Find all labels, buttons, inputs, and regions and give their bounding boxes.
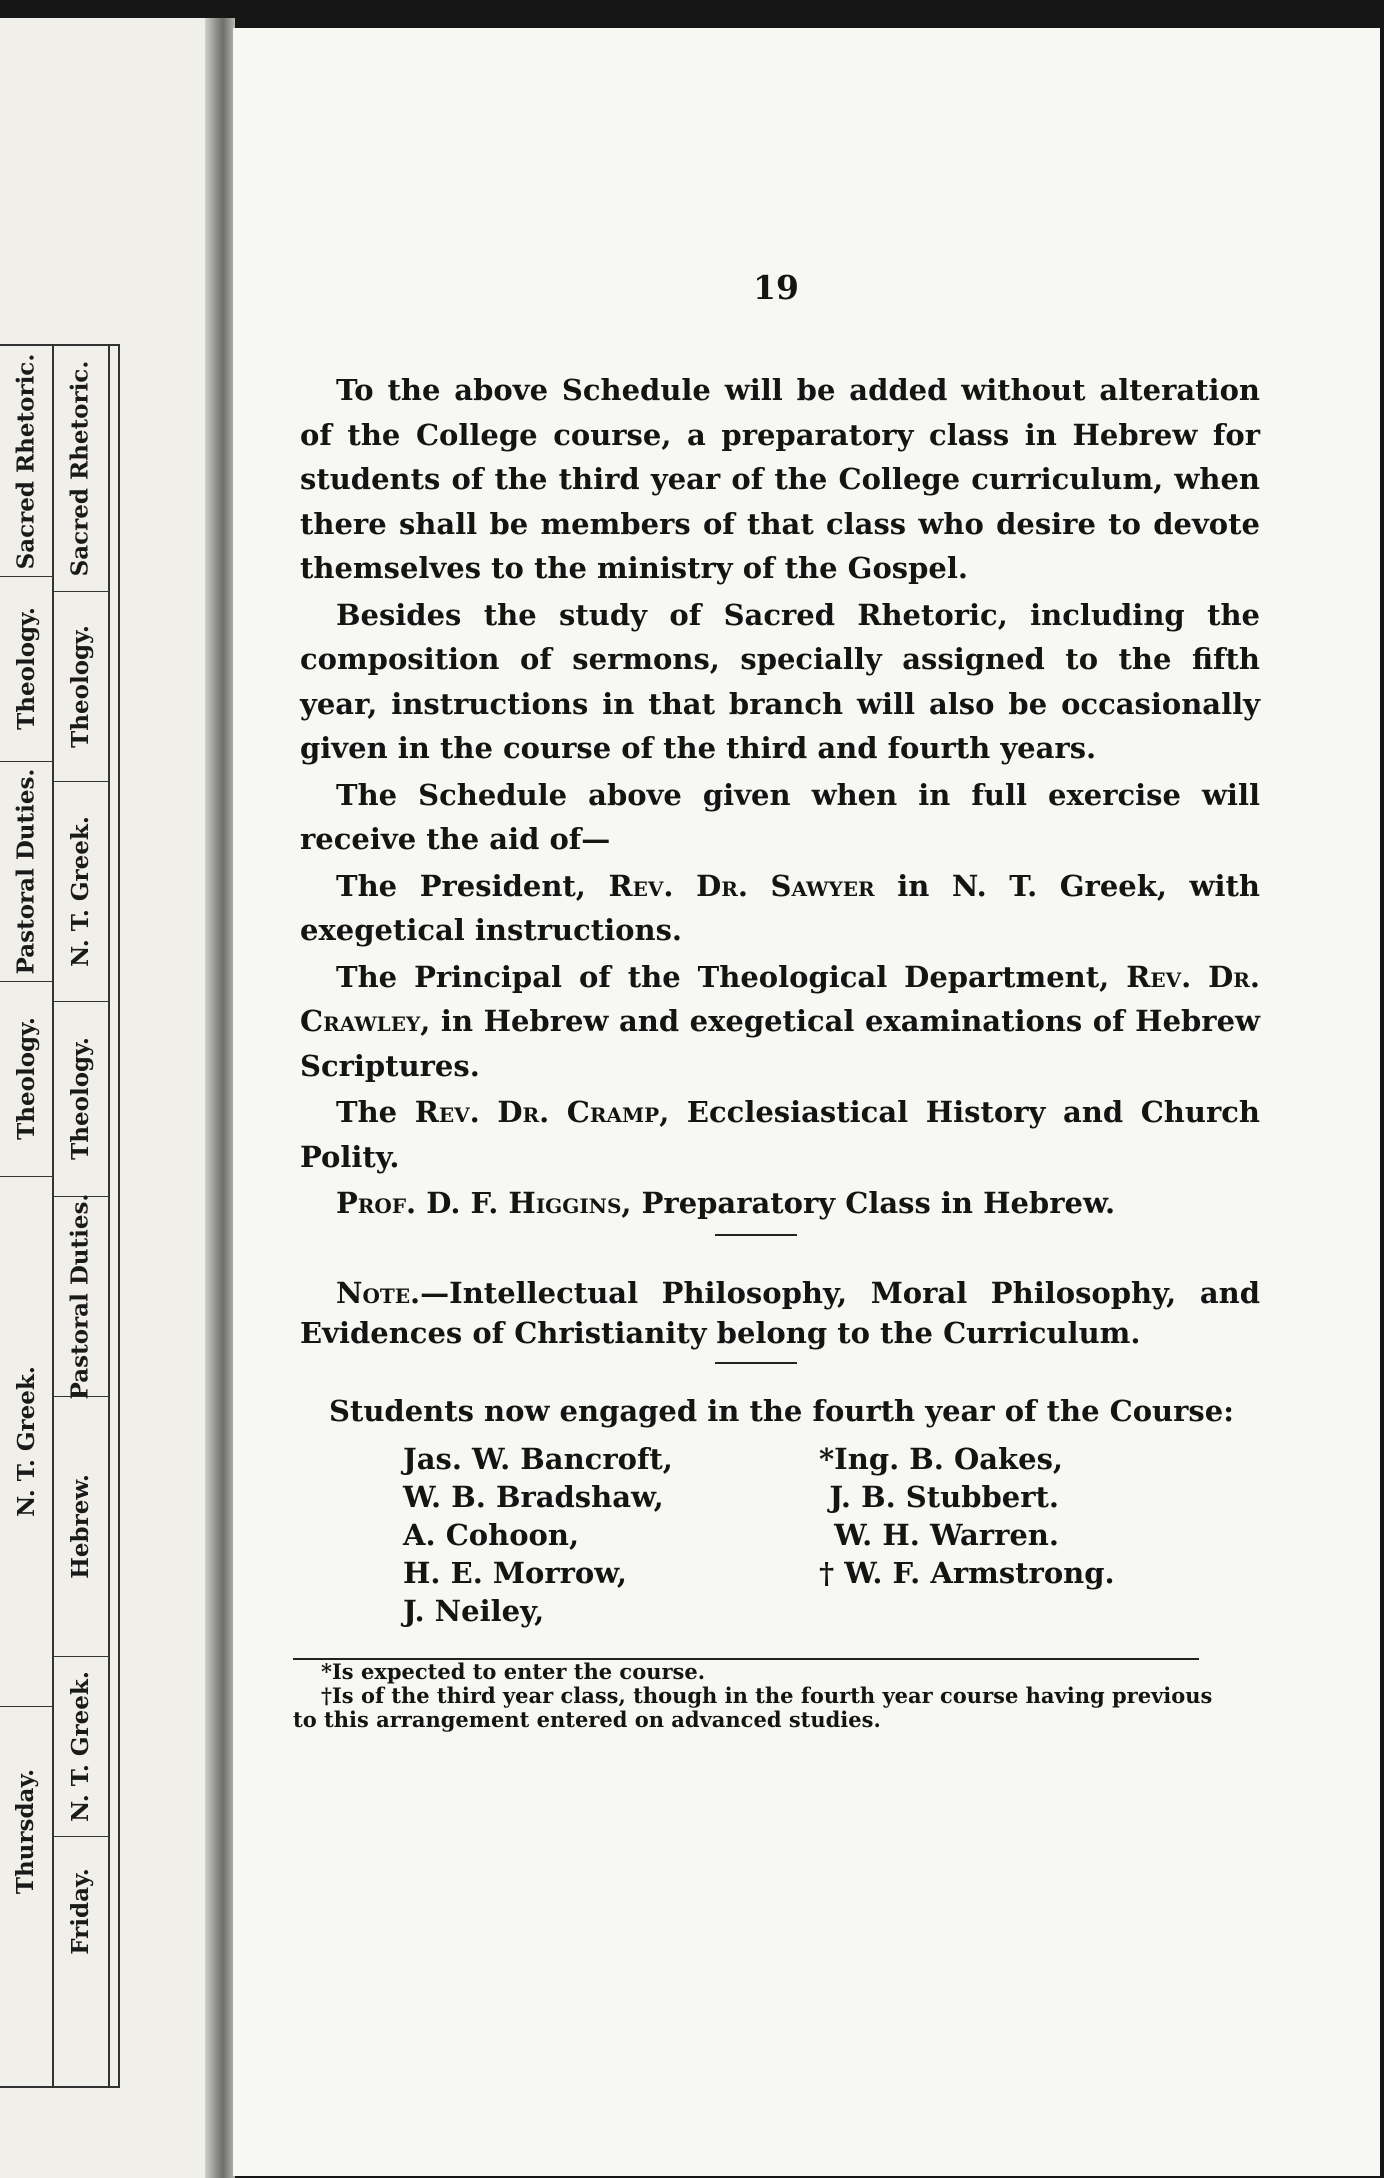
student-name: † W. F. Armstrong.	[819, 1556, 1115, 1590]
previous-page-strip	[0, 18, 228, 2178]
body-text	[300, 368, 1260, 1228]
table-cell: Theology.	[0, 981, 52, 1177]
note-label: Note.	[336, 1276, 421, 1310]
table-cell: Sacred Rhetoric.	[52, 346, 108, 592]
divider-rule	[715, 1362, 797, 1364]
document-page	[233, 28, 1380, 2176]
table-cell: Thursday.	[12, 1768, 40, 1894]
student-name: W. H. Warren.	[834, 1518, 1059, 1552]
faculty-principal: The Principal of the Theological Department, Rev. Dr. Crawley, in Hebrew and exegetical examinations of Hebrew Scriptures.	[300, 959, 1261, 1083]
table-column-divider	[108, 346, 110, 2086]
paragraph: The Schedule above given when in full exercise will receive the aid of—	[300, 777, 1260, 856]
schedule-table-fragment	[0, 344, 120, 2088]
table-cell: Theology.	[52, 591, 108, 782]
footnote: to this arrangement entered on advanced studies.	[293, 1707, 881, 1732]
faculty-higgins: Prof. D. F. Higgins, Preparatory Class in Hebrew.	[336, 1186, 1116, 1220]
student-name: Jas. W. Bancroft,	[403, 1442, 673, 1476]
table-cell: Hebrew.	[52, 1396, 108, 1657]
table-cell: Friday.	[66, 1867, 94, 1955]
table-cell: Theology.	[0, 576, 52, 762]
table-cell: Pastoral Duties.	[0, 761, 52, 982]
student-name: *Ing. B. Oakes,	[819, 1442, 1064, 1476]
divider-rule	[715, 1234, 797, 1236]
note-text: —Intellectual Philosophy, Moral Philosophy, and Evidences of Christianity belong to the Curriculum.	[300, 1276, 1260, 1350]
student-name: J. B. Stubbert.	[829, 1480, 1059, 1514]
footnotes	[293, 1659, 1253, 1732]
table-cell: Pastoral Duties.	[52, 1196, 108, 1397]
student-name: W. B. Bradshaw,	[403, 1480, 664, 1514]
student-name: J. Neiley,	[403, 1594, 545, 1628]
table-cell: N. T. Greek.	[52, 1656, 108, 1837]
student-name: A. Cohoon,	[403, 1518, 580, 1552]
paragraph: To the above Schedule will be added without alteration of the College course, a preparatory class in Hebrew for students of the third year of the College curriculum, when there shall be members of that class who desire to devote themselves to the ministry of the Gospel.	[300, 373, 1260, 585]
table-cell: N. T. Greek.	[0, 1176, 52, 1707]
page-number: 19	[753, 268, 799, 307]
table-cell: N. T. Greek.	[52, 781, 108, 1002]
students-list-right	[819, 1440, 1115, 1592]
footnote: †Is of the third year class, though in the fourth year course having previous	[321, 1683, 1213, 1708]
student-name: H. E. Morrow,	[403, 1556, 627, 1590]
faculty-president: The President, Rev. Dr. Sawyer in N. T. Greek, with exegetical instructions.	[300, 868, 1260, 947]
table-cell: Theology.	[52, 1001, 108, 1197]
note	[300, 1273, 1260, 1353]
book-gutter	[205, 18, 235, 2178]
paragraph: Besides the study of Sacred Rhetoric, including the composition of sermons, specially assigned to the fifth year, instructions in that branch will also be occasionally given in the course of the third and fourth years.	[300, 597, 1260, 765]
faculty-cramp: The Rev. Dr. Cramp, Ecclesiastical History and Church Polity.	[300, 1095, 1260, 1174]
table-cell: Sacred Rhetoric.	[0, 346, 52, 577]
students-list-left	[403, 1440, 673, 1630]
students-intro: Students now engaged in the fourth year of the Course:	[329, 1394, 1234, 1428]
footnote: *Is expected to enter the course.	[321, 1659, 706, 1684]
